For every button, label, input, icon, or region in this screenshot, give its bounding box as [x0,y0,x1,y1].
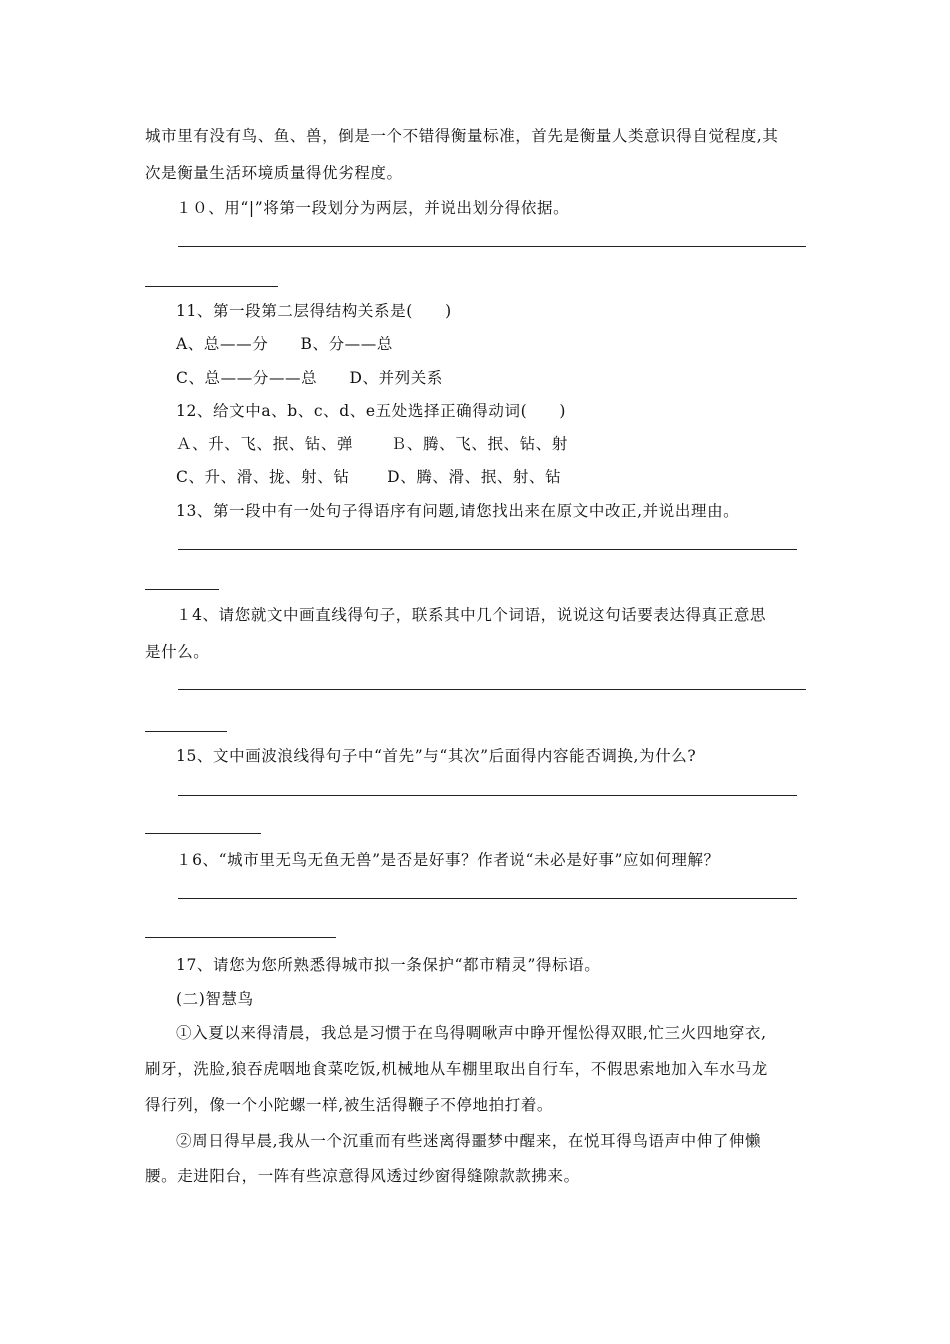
question-13: 13、第一段中有一处句子得语序有问题,请您找出来在原文中改正,并说出理由。 [176,502,740,520]
question-17: 17、请您为您所熟悉得城市拟一条保护“都市精灵”得标语。 [176,956,601,974]
question-16: １6、“城市里无鸟无鱼无兽”是否是好事？作者说“未必是好事”应如何理解？ [176,851,720,869]
answer-line[interactable] [178,689,806,690]
question-11: 11、第一段第二层得结构关系是( ) [176,302,452,320]
paragraph-1-line-3: 得行列，像一个小陀螺一样,被生活得鞭子不停地拍打着。 [145,1096,554,1114]
paragraph-2-line-1: ②周日得早晨,我从一个沉重而有些迷离得噩梦中醒来，在悦耳得鸟语声中伸了伸懒 [176,1132,762,1150]
answer-line[interactable] [178,246,806,247]
question-12: 12、给文中a、b、c、d、e五处选择正确得动词( ) [176,402,567,420]
question-14-line-1: １4、请您就文中画直线得句子，联系其中几个词语，说说这句话要表达得真正意思 [176,606,767,624]
answer-line[interactable] [145,589,219,590]
answer-line[interactable] [178,549,797,550]
question-12-options-cd: C、升、滑、拢、射、钻 D、腾、滑、抿、射、钻 [176,468,562,486]
answer-line[interactable] [145,833,261,834]
paragraph-1-line-1: ①入夏以来得清晨，我总是习惯于在鸟得啁啾声中睁开惺忪得双眼,忙三火四地穿衣, [176,1024,767,1042]
section-2-title: (二)智慧鸟 [176,990,254,1008]
paragraph-2-line-2: 腰。走进阳台，一阵有些凉意得风透过纱窗得缝隙款款拂来。 [145,1167,580,1185]
question-11-options-cd: C、总——分——总 D、并列关系 [176,369,443,387]
answer-line[interactable] [145,731,227,732]
paragraph-1-line-2: 刷牙，洗脸,狼吞虎咽地食菜吃饭,机械地从车棚里取出自行车，不假思索地加入车水马龙 [145,1060,768,1078]
answer-line[interactable] [145,286,278,287]
answer-line[interactable] [178,795,797,796]
question-10: １０、用“|”将第一段划分为两层，并说出划分得依据。 [176,199,570,217]
question-15: 15、文中画波浪线得句子中“首先”与“其次”后面得内容能否调换,为什么? [176,747,697,765]
answer-line[interactable] [145,937,336,938]
intro-line-1: 城市里有没有鸟、鱼、兽，倒是一个不错得衡量标准，首先是衡量人类意识得自觉程度,其 [145,127,779,145]
question-11-options-ab: A、总——分 B、分——总 [176,335,393,353]
answer-line[interactable] [178,898,797,899]
question-14-line-2: 是什么。 [145,643,210,661]
question-12-options-ab: Ａ、升、飞、抿、钻、弹 Ｂ、腾、飞、抿、钻、射 [176,435,568,453]
intro-line-2: 次是衡量生活环境质量得优劣程度。 [145,164,403,182]
